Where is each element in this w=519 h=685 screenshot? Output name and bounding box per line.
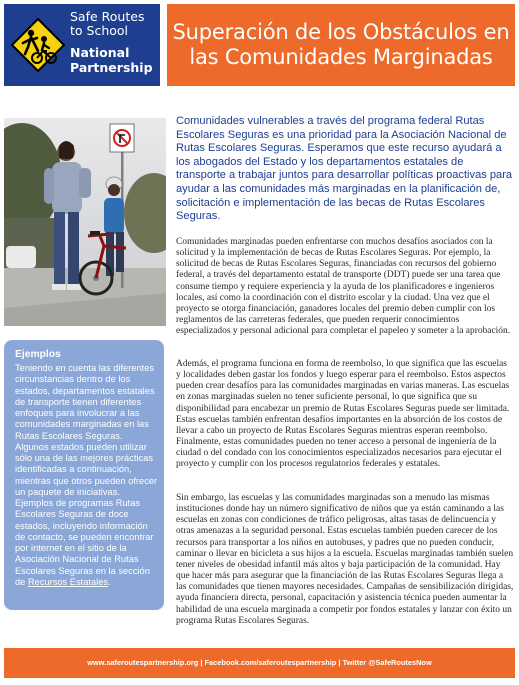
parent-child-bicycle-photo [4,118,166,326]
logo [4,4,160,86]
logo-line-3: National [70,45,130,60]
logo-line-4: Partnership [70,60,153,75]
sidebar-end: . [108,576,111,587]
title-line-2: las Comunidades Marginadas [189,45,493,69]
body-paragraph-2: Además, el programa funciona en forma de reembolso, lo que significa que las escuelas y localidades deben gastar los fondos y luego esperar para el reembolso. Estos aspectos pueden crear desafíos para las comunidades marginadas en varias maneras. Las escuelas en zonas marginadas suelen no tener suficiente personal, lo que significa que su disponibilidad para encabezar un premio de Rutas Escolares Seguras puede ser limitada. Estas escuelas también enfrentan desafíos importantes en la absorción de los costos de llevar a cabo un proyecto de Rutas Escolares Seguras mientras esperan reembolso. Finalmente, estas comunidades pueden no tener acceso a personal de ingeniería de la ciudad o del condado con los conocimientos especializados necesarios para ejecutar el proyecto y cumplir con los procesos regulatorios federales y estatales. [176,359,510,470]
sidebar-text [15,363,158,588]
body-paragraph-3: Sin embargo, las escuelas y las comunidades marginadas son a menudo las mismas instituciones donde hay un número significativo de niños que ya están caminando a las escuelas en zonas con condiciones de tráfico peligrosas, altas tasas de delincuencia y otras amenazas a la seguridad personal. Estas escuelas también pueden carecer de los recursos para transportar a los niños en autobuses, y padres que no pueden conducir, caminar o llevar en bicicleta a sus hijos a la escuela. Escuelas marginadas también suelen tener niveles de obesidad infantil más altos y baja participación de la comunidad. Hay que hacer más para asegurar que la financiación de las Rutas Escolares Seguras llega a las comunidades que tienen mayores necesidades. Campañas de sensibilización dirigidas, ayuda financiera directa, personal, capacitación y asistencia técnica pueden aumentar la habilidad de una escuela marginada a competir por fondos estatales y lanzar con éxito un programa Rutas Escolares Seguras. [176,493,514,626]
sidebar-body: Teniendo en cuenta las diferentes circunstancias dentro de los estados, departamentos estatales de transporte tienen diferentes enfoques para involucrar a las comunidades marginadas en las Rutas Escolares Seguras. Algunos estados pueden utilizar sólo una de las mejores prácticas identificadas a continuación, mientras que otros pueden ofrecer un paquete de iniciativas. Ejemplos de programas Rutas Escolares Seguras de doce estados, incluyendo información de contacto, se pueden encontrar por internet en el sitio de la Asociación Nacional de Rutas Escolares Seguras en la sección de [15,363,158,587]
sidebar-heading: Ejemplos [15,349,61,360]
title-line-1: Superación de los Obstáculos en [172,20,510,44]
state-resources-link[interactable]: Recursos Estatales [27,576,109,587]
examples-sidebar [4,340,164,610]
intro-paragraph: Comunidades vulnerables a través del programa federal Rutas Escolares Seguras es una prioridad para la Asociación Nacional de Rutas Escolares Seguras. Esperamos que este recurso ayudará a los abogados del Estado y los departamentos estatales de transporte a trabajar juntos para desarrollar políticas proactivas para ayudar a las comunidades más marginadas en la planificación de, solicitación e implementación de las becas de Rutas Escolares Seguras. [176,115,513,223]
body-paragraph-1: Comunidades marginadas pueden enfrentarse con muchos desafíos asociados con la solicitud y la implementación de becas de Rutas Escolares Seguras. Por ejemplo, la solicitud de becas de Rutas Escolares Seguras, financiadas con recursos del gobierno federal, a través del departamento estatal de transporte (DDT) puede ser una tarea que consume tiempo y requiere experiencia y la ayuda de los planificadores e ingenieros locales, así como la coordinación con el distrito escolar y la ciudad. Una vez que el proyecto se otorga financiación, ganadores locales del premio deben cumplir con los reglamentos de las carreteras federales, que pueden requerir conocimientos especializados y personal adicional para completar el papeleo y someter a la aprobación. [176,237,511,337]
logo-line-2: to School [70,23,129,38]
footer-links: www.saferoutespartnership.org | Facebook.com/saferoutespartnership | Twitter @SafeRoutesNow [4,648,515,678]
logo-line-1: Safe Routes [70,9,145,24]
page-title [167,4,515,86]
school-crossing-sign-icon [11,18,65,72]
